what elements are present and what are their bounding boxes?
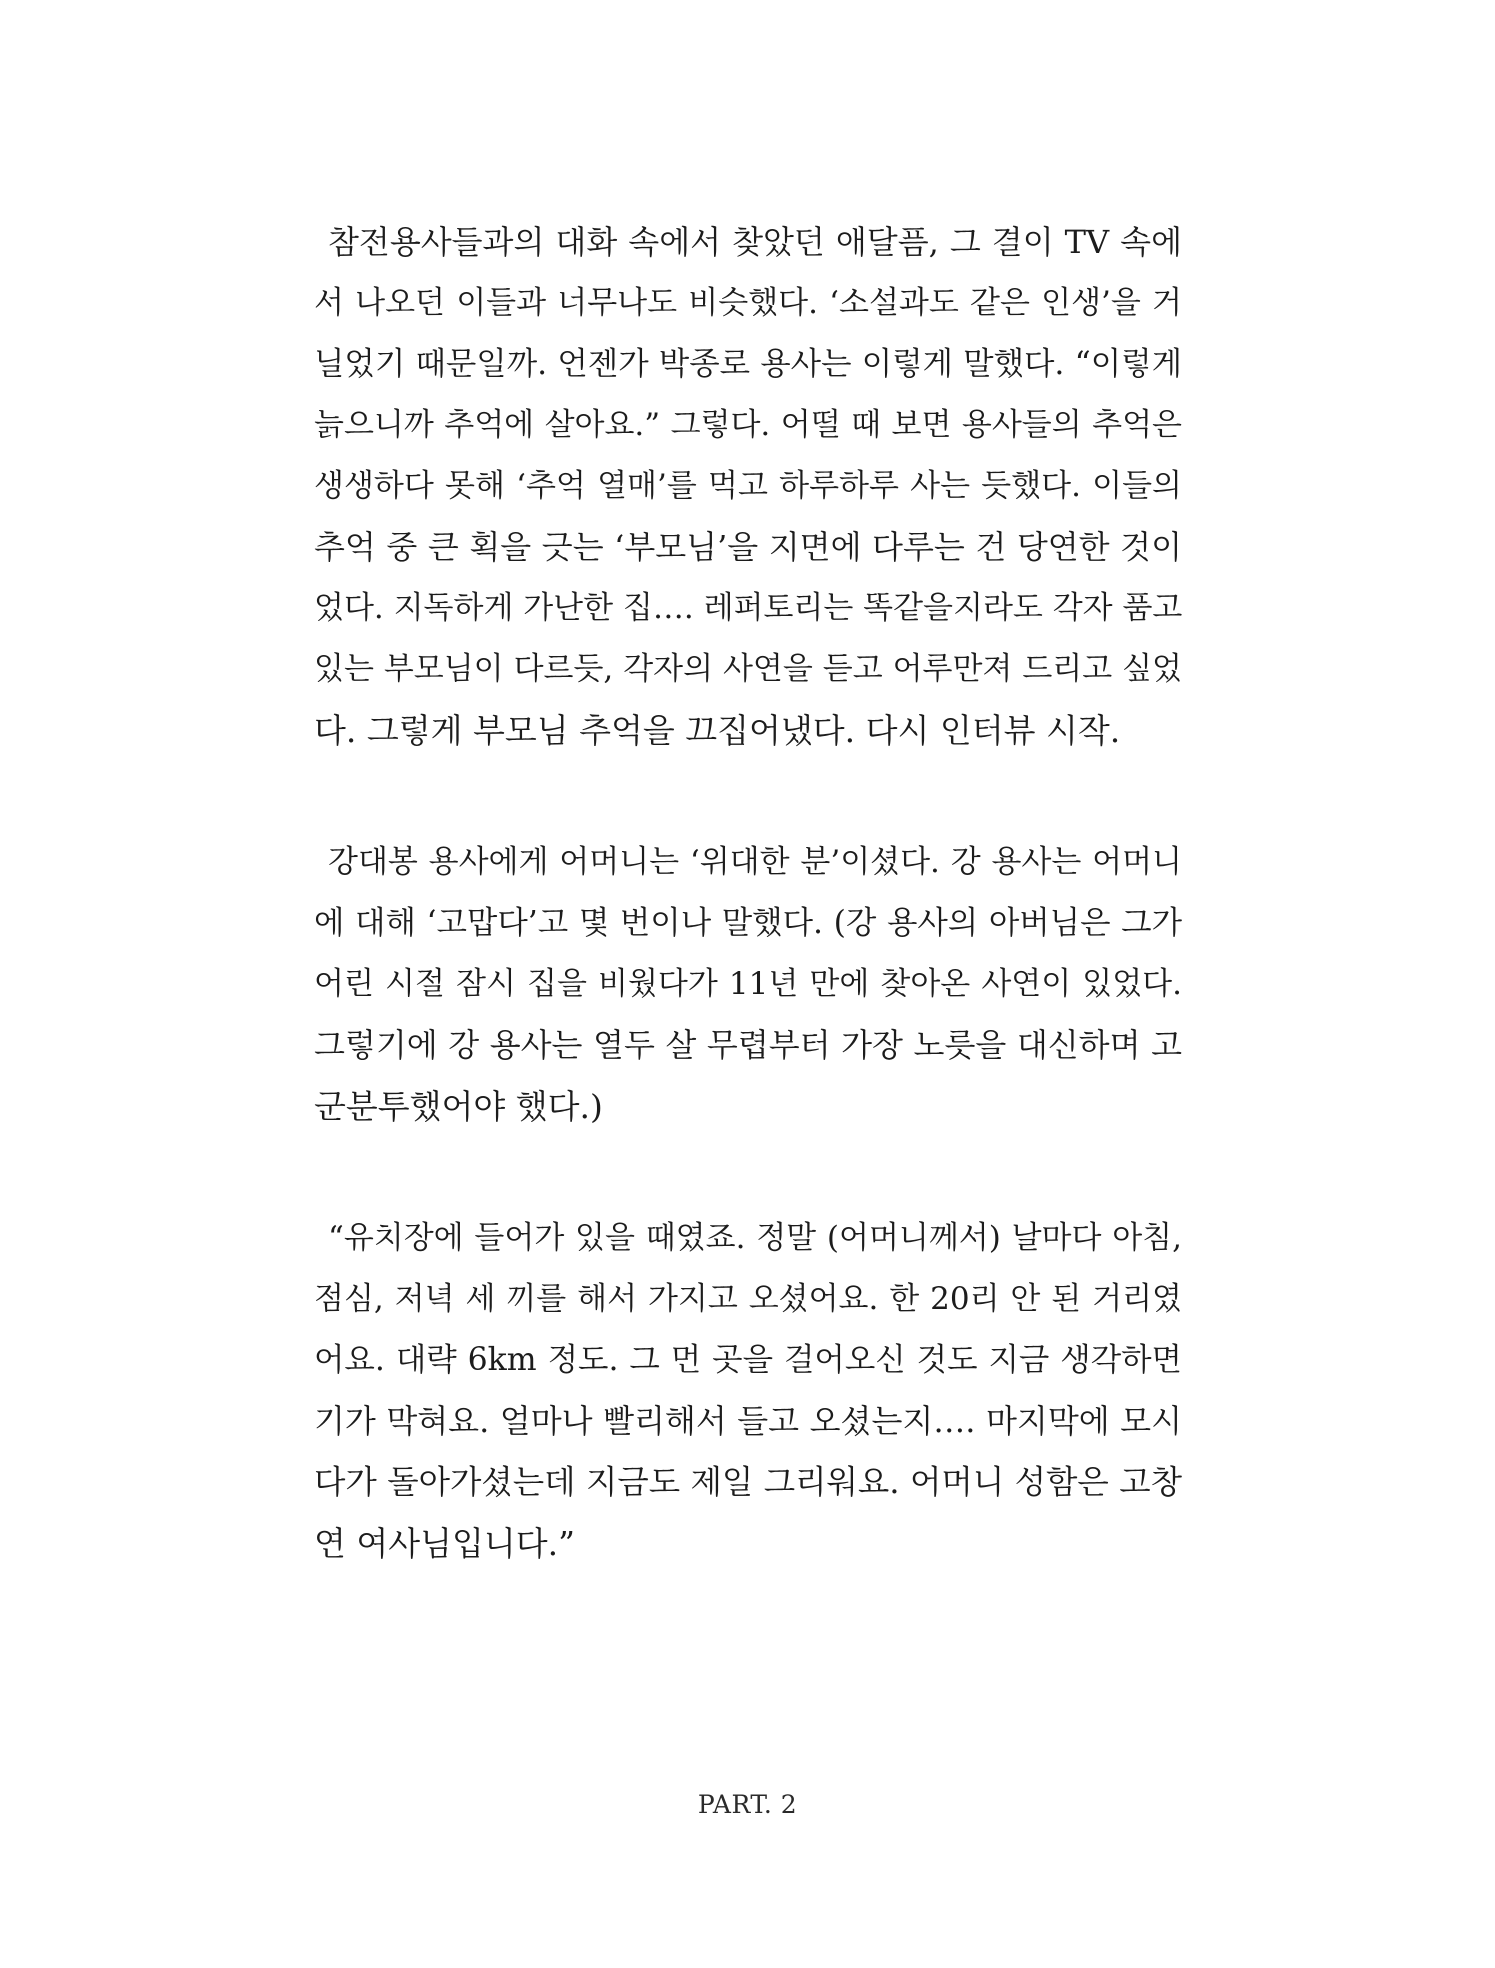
text-line: 추억 중 큰 획을 긋는 ‘부모님’을 지면에 다루는 건 당연한 것이 [314, 528, 1182, 566]
text-line: 서 나오던 이들과 너무나도 비슷했다. ‘소설과도 같은 인생’을 거 [314, 285, 1182, 321]
text-line: “유치장에 들어가 있을 때였죠. 정말 (어머니께서) 날마다 아침, [328, 1220, 1182, 1256]
text-line: 기가 막혀요. 얼마나 빨리해서 들고 오셨는지…. 마지막에 모시 [314, 1402, 1182, 1440]
paragraph-gap [314, 1137, 1182, 1208]
text-line: 생생하다 못해 ‘추억 열매’를 먹고 하루하루 사는 듯했다. 이들의 [314, 468, 1182, 504]
text-line: 점심, 저녁 세 끼를 해서 가지고 오셨어요. 한 20리 안 된 거리였 [314, 1281, 1182, 1317]
text-line: 늙으니까 추억에 살아요.” 그렇다. 어떨 때 보면 용사들의 추억은 [314, 407, 1182, 443]
paragraph-3 [314, 1208, 1182, 1574]
text-line: 에 대해 ‘고맙다’고 몇 번이나 말했다. (강 용사의 아버님은 그가 [314, 905, 1182, 941]
text-line: 닐었기 때문일까. 언젠가 박종로 용사는 이렇게 말했다. “이렇게 [314, 346, 1182, 382]
text-line: 다가 돌아가셨는데 지금도 제일 그리워요. 어머니 성함은 고창 [314, 1463, 1182, 1501]
paragraph-1 [314, 212, 1182, 761]
text-line: 참전용사들과의 대화 속에서 찾았던 애달픔, 그 결이 TV 속에 [328, 223, 1182, 261]
page-footer-label: PART. 2 [697, 1790, 798, 1819]
text-line: 그렇기에 강 용사는 열두 살 무렵부터 가장 노릇을 대신하며 고 [314, 1026, 1182, 1064]
text-line: 강대봉 용사에게 어머니는 ‘위대한 분’이셨다. 강 용사는 어머니 [328, 844, 1182, 880]
text-line: 군분투했어야 했다.) [314, 1087, 603, 1126]
text-line: 연 여사님입니다.” [314, 1524, 575, 1563]
body-text [314, 212, 1182, 1574]
text-line: 있는 부모님이 다르듯, 각자의 사연을 듣고 어루만져 드리고 싶었 [314, 651, 1182, 687]
text-line: 어린 시절 잠시 집을 비웠다가 11년 만에 찾아온 사연이 있었다. [314, 966, 1182, 1002]
paragraph-2 [314, 832, 1182, 1137]
text-line: 어요. 대략 6km 정도. 그 먼 곳을 걸어오신 것도 지금 생각하면 [314, 1342, 1182, 1378]
text-line: 다. 그렇게 부모님 추억을 끄집어냈다. 다시 인터뷰 시작. [314, 711, 1121, 750]
text-line: 었다. 지독하게 가난한 집…. 레퍼토리는 똑같을지라도 각자 품고 [314, 590, 1183, 626]
paragraph-gap [314, 761, 1182, 832]
